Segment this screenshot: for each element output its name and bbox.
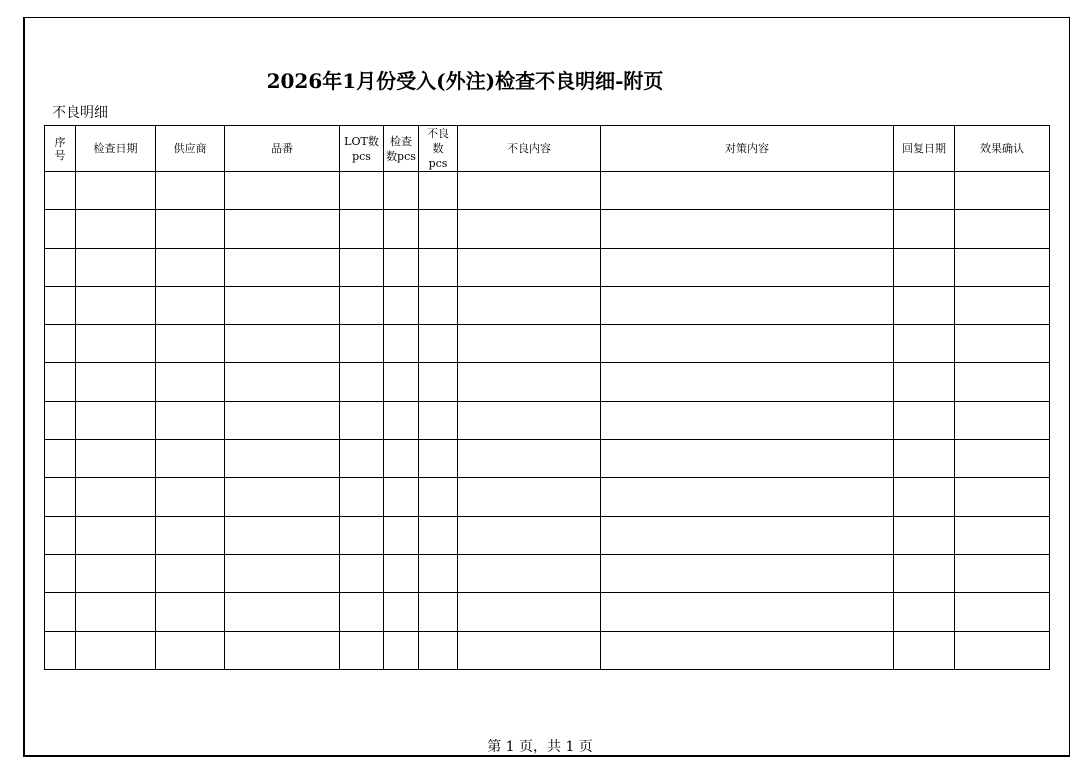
table-cell[interactable] [601, 593, 894, 631]
table-cell[interactable] [955, 631, 1050, 669]
table-cell[interactable] [419, 478, 458, 516]
section-label: 不良明细 [52, 105, 108, 121]
table-cell[interactable] [458, 593, 601, 631]
table-cell[interactable] [419, 401, 458, 439]
table-cell[interactable] [76, 248, 156, 286]
table-cell[interactable] [894, 478, 955, 516]
table-cell[interactable] [45, 172, 76, 210]
table-cell[interactable] [419, 172, 458, 210]
table-cell[interactable] [156, 593, 225, 631]
table-cell[interactable] [45, 631, 76, 669]
table-cell[interactable] [45, 325, 76, 363]
table-cell[interactable] [225, 478, 340, 516]
table-cell[interactable] [458, 478, 601, 516]
table-row [45, 248, 1050, 286]
column-header-defect-content: 不良内容 [458, 126, 601, 172]
table-cell[interactable] [76, 478, 156, 516]
table-cell[interactable] [458, 516, 601, 554]
table-cell[interactable] [894, 516, 955, 554]
table-cell[interactable] [225, 631, 340, 669]
table-cell[interactable] [76, 210, 156, 248]
page-title: 2026年1月份受入(外注)检查不良明细-附页 [266, 69, 664, 93]
table-cell[interactable] [384, 440, 419, 478]
table-cell[interactable] [156, 172, 225, 210]
table-row [45, 286, 1050, 324]
table-cell[interactable] [419, 593, 458, 631]
table-cell[interactable] [955, 363, 1050, 401]
table-cell[interactable] [384, 554, 419, 592]
table-cell[interactable] [419, 554, 458, 592]
table-cell[interactable] [601, 325, 894, 363]
table-cell[interactable] [156, 210, 225, 248]
column-header-countermeasure: 对策内容 [601, 126, 894, 172]
column-header-lot-qty: LOT数pcs [340, 126, 384, 172]
table-cell[interactable] [225, 172, 340, 210]
table-cell[interactable] [76, 440, 156, 478]
table-cell[interactable] [340, 363, 384, 401]
table-cell[interactable] [76, 554, 156, 592]
table-cell[interactable] [45, 248, 76, 286]
table-cell[interactable] [225, 440, 340, 478]
column-header-defect-qty: 不良数pcs [419, 126, 458, 172]
table-cell[interactable] [601, 440, 894, 478]
table-cell[interactable] [76, 325, 156, 363]
table-cell[interactable] [45, 516, 76, 554]
table-cell[interactable] [601, 401, 894, 439]
table-cell[interactable] [955, 554, 1050, 592]
table-cell[interactable] [894, 631, 955, 669]
table-cell[interactable] [384, 401, 419, 439]
table-cell[interactable] [601, 210, 894, 248]
table-cell[interactable] [894, 248, 955, 286]
table-cell[interactable] [458, 248, 601, 286]
table-cell[interactable] [458, 401, 601, 439]
table-cell[interactable] [955, 478, 1050, 516]
table-cell[interactable] [384, 478, 419, 516]
table-cell[interactable] [45, 286, 76, 324]
table-cell[interactable] [76, 401, 156, 439]
table-row [45, 516, 1050, 554]
table-cell[interactable] [340, 516, 384, 554]
table-cell[interactable] [955, 248, 1050, 286]
column-header-reply-date: 回复日期 [894, 126, 955, 172]
table-body [45, 172, 1050, 670]
table-row [45, 401, 1050, 439]
table-cell[interactable] [156, 478, 225, 516]
table-cell[interactable] [340, 248, 384, 286]
table-cell[interactable] [340, 554, 384, 592]
table-cell[interactable] [76, 516, 156, 554]
table-cell[interactable] [419, 248, 458, 286]
table-cell[interactable] [955, 210, 1050, 248]
table-cell[interactable] [894, 593, 955, 631]
table-cell[interactable] [601, 172, 894, 210]
table-cell[interactable] [955, 516, 1050, 554]
column-header-inspection-date: 检查日期 [76, 126, 156, 172]
table-cell[interactable] [225, 325, 340, 363]
table-row [45, 554, 1050, 592]
page-footer: 第 1 页，共 1 页 [487, 739, 593, 755]
table-cell[interactable] [225, 516, 340, 554]
table-cell[interactable] [156, 516, 225, 554]
table-cell[interactable] [955, 440, 1050, 478]
table-row [45, 363, 1050, 401]
table-cell[interactable] [340, 325, 384, 363]
table-cell[interactable] [340, 286, 384, 324]
table-cell[interactable] [601, 516, 894, 554]
table-cell[interactable] [156, 286, 225, 324]
table-cell[interactable] [458, 172, 601, 210]
table-cell[interactable] [458, 325, 601, 363]
table-cell[interactable] [419, 210, 458, 248]
table-cell[interactable] [156, 401, 225, 439]
table-cell[interactable] [156, 248, 225, 286]
table-cell[interactable] [955, 286, 1050, 324]
table-cell[interactable] [894, 172, 955, 210]
table-cell[interactable] [45, 363, 76, 401]
defect-detail-table [44, 125, 1050, 670]
table-cell[interactable] [601, 248, 894, 286]
table-cell[interactable] [340, 172, 384, 210]
table-cell[interactable] [419, 363, 458, 401]
table-cell[interactable] [894, 440, 955, 478]
table-cell[interactable] [601, 478, 894, 516]
table-cell[interactable] [458, 286, 601, 324]
table-cell[interactable] [894, 401, 955, 439]
table-row [45, 593, 1050, 631]
table-cell[interactable] [458, 631, 601, 669]
table-cell[interactable] [601, 363, 894, 401]
table-cell[interactable] [601, 286, 894, 324]
table-cell[interactable] [45, 401, 76, 439]
table-row [45, 440, 1050, 478]
table-cell[interactable] [419, 286, 458, 324]
table-cell[interactable] [225, 363, 340, 401]
table-cell[interactable] [225, 554, 340, 592]
table-cell[interactable] [384, 363, 419, 401]
table-cell[interactable] [76, 172, 156, 210]
table-cell[interactable] [955, 593, 1050, 631]
table-cell[interactable] [156, 363, 225, 401]
table-cell[interactable] [384, 286, 419, 324]
table-cell[interactable] [225, 401, 340, 439]
table-row [45, 325, 1050, 363]
table-cell[interactable] [894, 210, 955, 248]
table-cell[interactable] [45, 210, 76, 248]
table-cell[interactable] [384, 631, 419, 669]
table-cell[interactable] [419, 440, 458, 478]
column-header-effect-confirmation: 效果确认 [955, 126, 1050, 172]
table-cell[interactable] [76, 363, 156, 401]
table-cell[interactable] [340, 478, 384, 516]
table-cell[interactable] [340, 440, 384, 478]
table-cell[interactable] [955, 325, 1050, 363]
table-row [45, 631, 1050, 669]
table-cell[interactable] [458, 440, 601, 478]
table-cell[interactable] [340, 631, 384, 669]
table-cell[interactable] [384, 248, 419, 286]
table-cell[interactable] [45, 478, 76, 516]
table-row [45, 210, 1050, 248]
table-cell[interactable] [225, 248, 340, 286]
table-cell[interactable] [45, 440, 76, 478]
table-row [45, 172, 1050, 210]
table-cell[interactable] [76, 593, 156, 631]
table-cell[interactable] [156, 440, 225, 478]
table-cell[interactable] [45, 593, 76, 631]
table-cell[interactable] [340, 401, 384, 439]
table-cell[interactable] [384, 172, 419, 210]
table-cell[interactable] [384, 593, 419, 631]
table-cell[interactable] [955, 401, 1050, 439]
table-cell[interactable] [458, 210, 601, 248]
column-header-serial: 序号 [45, 126, 76, 172]
table-cell[interactable] [76, 631, 156, 669]
header-row [45, 126, 1050, 172]
table-cell[interactable] [955, 172, 1050, 210]
table-cell[interactable] [894, 286, 955, 324]
table-cell[interactable] [156, 554, 225, 592]
table-cell[interactable] [419, 325, 458, 363]
table-cell[interactable] [458, 554, 601, 592]
column-header-inspected-qty: 检查数pcs [384, 126, 419, 172]
table-cell[interactable] [894, 554, 955, 592]
table-cell[interactable] [894, 325, 955, 363]
table-cell[interactable] [384, 516, 419, 554]
table-cell[interactable] [340, 593, 384, 631]
table-cell[interactable] [225, 286, 340, 324]
table-cell[interactable] [45, 554, 76, 592]
table-cell[interactable] [894, 363, 955, 401]
table-cell[interactable] [384, 210, 419, 248]
table-cell[interactable] [384, 325, 419, 363]
table-cell[interactable] [225, 593, 340, 631]
table-row [45, 478, 1050, 516]
table-cell[interactable] [419, 631, 458, 669]
table-cell[interactable] [419, 516, 458, 554]
table-cell[interactable] [601, 554, 894, 592]
column-header-part-number: 品番 [225, 126, 340, 172]
table-cell[interactable] [340, 210, 384, 248]
column-header-supplier: 供应商 [156, 126, 225, 172]
table-cell[interactable] [458, 363, 601, 401]
table-cell[interactable] [156, 631, 225, 669]
table-cell[interactable] [76, 286, 156, 324]
table-cell[interactable] [225, 210, 340, 248]
table-cell[interactable] [601, 631, 894, 669]
table-cell[interactable] [156, 325, 225, 363]
